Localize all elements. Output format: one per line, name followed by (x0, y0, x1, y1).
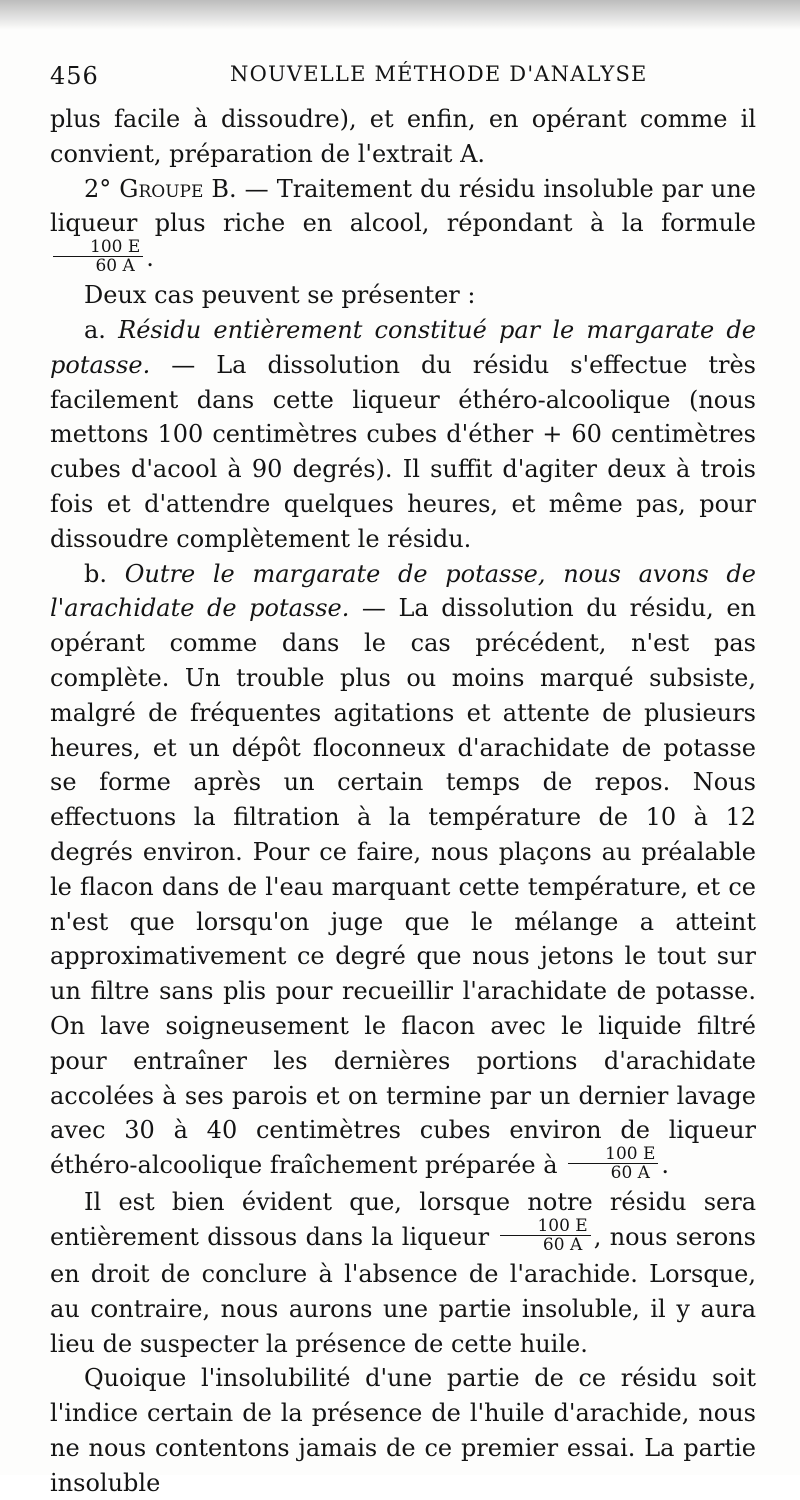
case-a-heading: Résidu entièrement constitué par le margarate de potasse. (50, 315, 757, 379)
paragraph-conclusion (50, 1185, 756, 1361)
paragraph-final: Quoique l'insolubilité d'une partie de ce résidu soit l'indice certain de la présence de l'huile d'arachide, nous ne nous contentons jamais de ce premier essai. La partie insoluble (50, 1364, 756, 1497)
running-title: NOUVELLE MÉTHODE D'ANALYSE (230, 62, 648, 86)
fraction-numerator: 100 E (568, 1145, 658, 1164)
formula-fraction (53, 238, 143, 275)
section-number: 2° (84, 174, 112, 203)
scan-shadow (0, 0, 800, 30)
paragraph-groupe-b (50, 172, 756, 279)
running-head (50, 62, 756, 102)
fraction-denominator: 60 A (610, 1163, 650, 1184)
fraction-denominator: 60 A (542, 1234, 583, 1255)
conclusion-text: Il est bien évident que, lorsque notre résidu sera entièrement dissous dans la liqueur (50, 1188, 756, 1251)
groupe-b-text-end: . (146, 244, 154, 273)
fraction-numerator: 100 E (53, 238, 143, 257)
fraction-denominator: 60 A (95, 256, 135, 277)
paragraph-cases: Deux cas peuvent se présenter : (84, 281, 476, 310)
paragraph-case-a (50, 313, 756, 557)
case-b-text-end: . (661, 1151, 670, 1180)
case-b-text: — La dissolution du résidu, en opérant comme dans le cas précédent, n'est pas complète. Un trouble plus ou moins marqué subsiste, malgré de fréquentes agitations et attente de plusieurs heures, et un dépôt floconneux d'arachidate de potasse se forme après un certain temps de repos. Nous effectuons la filtration à la température de 10 à 12 degrés environ. Pour ce faire, nous plaçons au préalable le flacon dans de l'eau marquant cette température, et ce n'est que lorsqu'on juge que le mélange a atteint approximativement ce degré que nous jetons le tout sur un filtre sans plis pour recueillir l'arachidate de potasse. On lave soigneusement le flacon avec le liquide filtré pour entraîner les dernières portions d'arachidate accolées à ses parois et on termine par un dernier lavage avec 30 à 40 centimètres cubes environ de liqueur éthéro-alcoolique fraîchement préparée à (50, 594, 756, 1180)
conclusion-text-end: , nous serons en droit de conclure à l'absence de l'arachide. Lorsque, au contraire, nous aurons une partie insoluble, il y aura lieu de suspecter la présence de cette huile. (50, 1222, 756, 1358)
formula-fraction (500, 1217, 590, 1254)
formula-fraction (568, 1145, 658, 1182)
paragraph-continuation: plus facile à dissoudre), et enfin, en opérant comme il convient, préparation de l'extrait A. (50, 105, 756, 168)
fraction-numerator: 100 E (500, 1217, 590, 1236)
case-b-heading: Outre le margarate de potasse, nous avons de l'arachidate de potasse. (50, 559, 756, 623)
paragraph-case-b (50, 557, 756, 1186)
section-label: Groupe B. (119, 174, 237, 203)
groupe-b-text: — Traitement du résidu insoluble par une liqueur plus riche en alcool, répondant à la formule (50, 174, 756, 238)
page-number: 456 (50, 62, 99, 90)
case-marker-b: b. (84, 559, 125, 588)
case-marker-a: a. (84, 315, 119, 344)
body-text (50, 102, 756, 1500)
case-a-text: — La dissolution du résidu s'effectue très facilement dans cette liqueur éthéro-alcoolique (nous mettons 100 centimètres cubes d'éther + 60 centimètres cubes d'acool à 90 degrés). Il suffit d'agiter deux à trois fois et d'attendre quelques heures, et même pas, pour dissoudre complètement le résidu. (50, 350, 756, 553)
